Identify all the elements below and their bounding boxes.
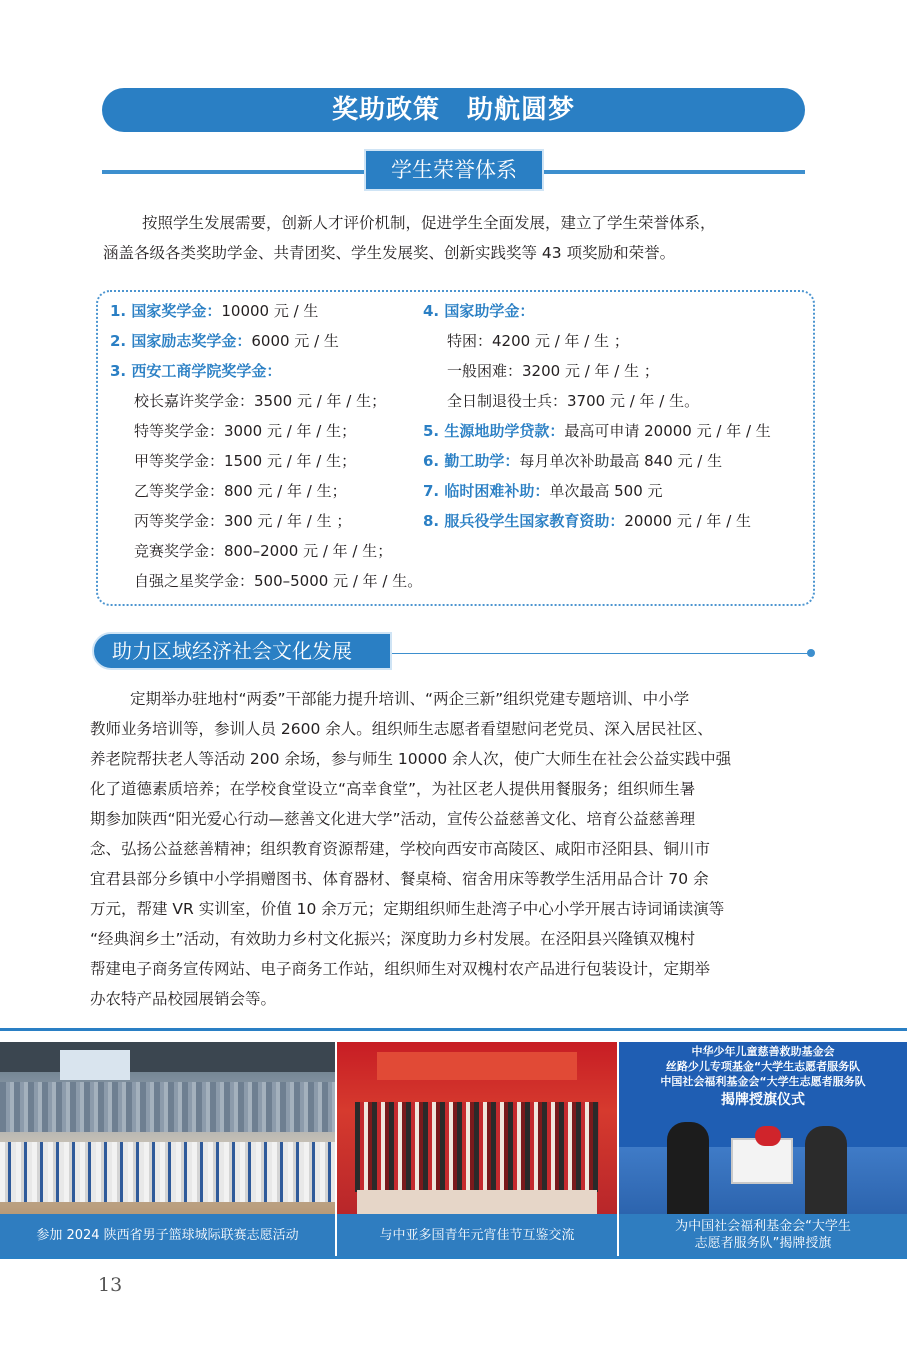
paragraph-line: 念、弘扬公益慈善精神；组织教育资源帮建，学校向西安市高陵区、咸阳市泾阳县、铜川市: [90, 840, 711, 858]
photo-caption: 参加 2024 陕西省男子篮球城际联赛志愿活动: [0, 1214, 335, 1256]
photo-lantern-festival-exchange: [337, 1042, 617, 1214]
award-item: 6. 勤工助学：每月单次补助最高 840 元 / 生: [423, 452, 723, 470]
award-sub-item: 特困：4200 元 / 年 / 生 ；: [447, 332, 629, 350]
volunteer-group: [0, 1142, 335, 1202]
award-sub-item: 甲等奖学金：1500 元 / 年 / 生；: [134, 452, 357, 470]
divider-dot: [807, 649, 815, 657]
intro-line: 涵盖各级各类奖助学金、共青团奖、学生发展奖、创新实践奖等 43 项奖励和荣誉。: [103, 244, 676, 262]
photo-caption: 与中亚多国青年元宵佳节互鉴交流: [337, 1214, 617, 1256]
stage-backdrop-title: [377, 1052, 577, 1080]
photo-plaque-ceremony: [619, 1042, 907, 1214]
award-item: 4. 国家助学金：: [423, 302, 535, 320]
page-banner: 奖助政策 助航圆梦: [102, 88, 805, 132]
award-sub-item: 自强之星奖学金：500–5000 元 / 年 / 生。: [134, 572, 423, 590]
paragraph-line: 办农特产品校园展销会等。: [90, 990, 277, 1008]
arena-ceiling: [0, 1042, 335, 1072]
intro-paragraph: [90, 208, 820, 268]
paragraph-line: “经典润乡土”活动，有效助力乡村文化振兴；深度助力乡村发展。在泾阳县兴隆镇双槐村: [90, 930, 696, 948]
paragraph-line: 帮建电子商务宣传网站、电子商务工作站，组织师生对双槐村农产品进行包装设计，定期举: [90, 960, 711, 978]
award-sub-item: 全日制退役士兵：3700 元 / 年 / 生。: [447, 392, 700, 410]
paragraph-line: 教师业务培训等，参训人员 2600 余人。组织师生志愿者看望慰问老党员、深入居民社区、: [90, 720, 713, 738]
award-sub-item: 一般困难：3200 元 / 年 / 生 ；: [447, 362, 659, 380]
paragraph-line: 期参加陕西“阳光爱心行动—慈善文化进大学”活动，宣传公益慈善文化、培育公益慈善理: [90, 810, 696, 828]
award-sub-item: 乙等奖学金：800 元 / 年 / 生；: [134, 482, 347, 500]
presenter-figure: [667, 1122, 709, 1214]
award-sub-item: 特等奖学金：3000 元 / 年 / 生；: [134, 422, 357, 440]
award-item: 7. 临时困难补助：单次最高 500 元: [423, 482, 663, 500]
award-item: 8. 服兵役学生国家教育资助：20000 元 / 年 / 生: [423, 512, 752, 530]
section-title-honor-system: 学生荣誉体系: [364, 149, 544, 191]
awards-right-column: [423, 296, 771, 536]
intro-line: 按照学生发展需要，创新人才评价机制，促进学生全面发展，建立了学生荣誉体系，: [142, 214, 716, 232]
paragraph-line: 万元，帮建 VR 实训室，价值 10 余万元；定期组织师生赴湾子中心小学开展古诗词诵读演等: [90, 900, 725, 918]
photo-basketball-volunteers: [0, 1042, 335, 1214]
backdrop-line: 中华少年儿童慈善救助基金会: [691, 1045, 835, 1058]
backdrop-line: 丝路少儿专项基金“大学生志愿者服务队: [665, 1060, 861, 1073]
award-sub-item: 丙等奖学金：300 元 / 年 / 生 ；: [134, 512, 352, 530]
arena-screen: [60, 1050, 130, 1080]
paragraph-line: 化了道德素质培养；在学校食堂设立“高幸食堂”，为社区老人提供用餐服务；组织师生暑: [90, 780, 696, 798]
red-ribbon: [755, 1126, 781, 1146]
page-number: 13: [98, 1274, 123, 1296]
section-title-regional-development: 助力区域经济社会文化发展: [92, 632, 392, 670]
paragraph-line: 宜君县部分乡镇中小学捐赠图书、体育器材、餐桌椅、宿舍用床等教学生活用品合计 70 余: [90, 870, 709, 888]
paragraph-line: 养老院帮扶老人等活动 200 余场，参与师生 10000 余人次，使广大师生在社会公益实践中强: [90, 750, 732, 768]
presenter-figure: [805, 1126, 847, 1214]
photo-caption: 为中国社会福利基金会“大学生 志愿者服务队”揭牌授旗: [619, 1214, 907, 1256]
award-item: 1. 国家奖学金：10000 元 / 生: [110, 302, 319, 320]
photo-strip-top-rule: [0, 1028, 907, 1031]
student-group: [355, 1102, 599, 1192]
award-sub-item: 校长嘉许奖学金：3500 元 / 年 / 生；: [134, 392, 387, 410]
arena-crowd: [0, 1082, 335, 1132]
stage-floor: [357, 1190, 597, 1214]
development-paragraph: [90, 684, 820, 1014]
award-item: 5. 生源地助学贷款：最高可申请 20000 元 / 年 / 生: [423, 422, 771, 440]
paragraph-line: 定期举办驻地村“两委”干部能力提升培训、“两企三新”组织党建专题培训、中小学: [130, 690, 690, 708]
award-sub-item: 竞赛奖学金：800–2000 元 / 年 / 生；: [134, 542, 393, 560]
backdrop-line: 揭牌授旗仪式: [721, 1092, 805, 1108]
photo-strip-bottom-rule: [0, 1256, 907, 1259]
award-item: 3. 西安工商学院奖学金：: [110, 362, 282, 380]
section-divider: [392, 653, 810, 654]
award-item: 2. 国家励志奖学金：6000 元 / 生: [110, 332, 339, 350]
awards-left-column: [110, 296, 422, 596]
backdrop-line: 中国社会福利基金会“大学生志愿者服务队: [660, 1075, 866, 1088]
